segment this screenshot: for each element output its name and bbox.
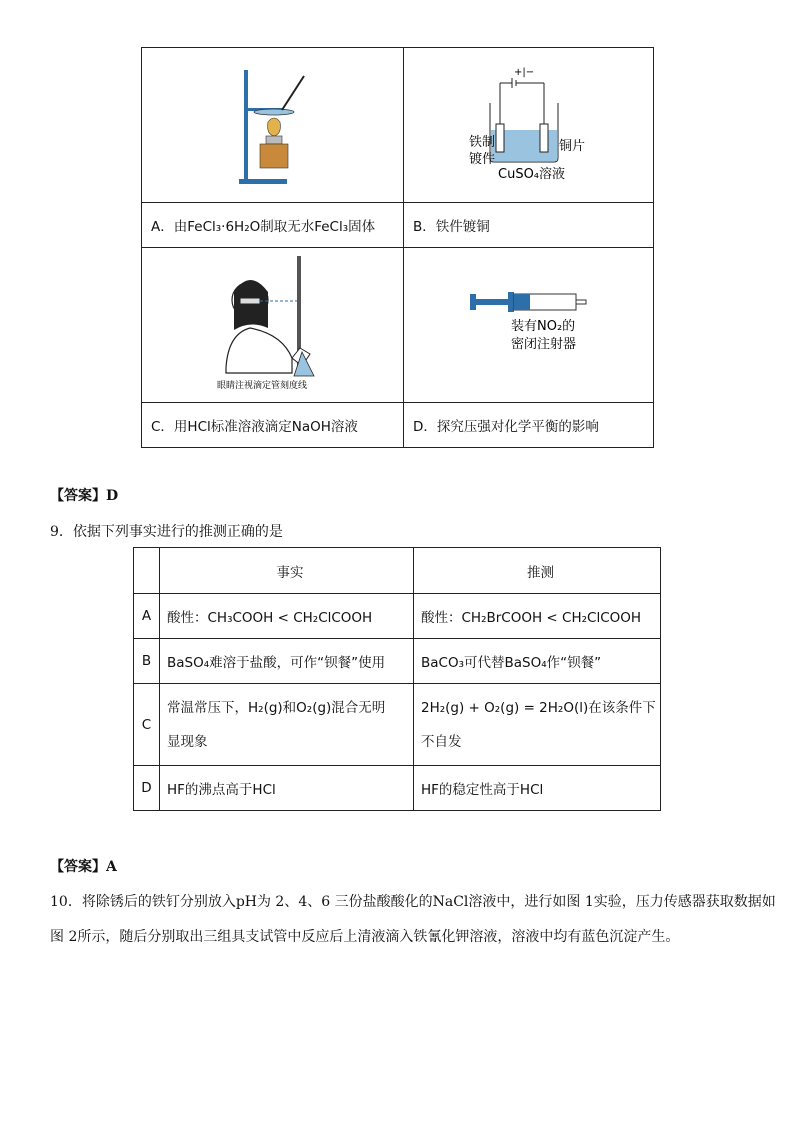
header-blank bbox=[134, 548, 160, 594]
q8-options-table bbox=[141, 47, 654, 448]
syringe-label-2: 密闭注射器 bbox=[511, 337, 577, 352]
option-b-figure bbox=[404, 48, 654, 203]
answer-value: A bbox=[106, 859, 117, 875]
option-d-figure bbox=[404, 248, 654, 403]
row-b-label: B bbox=[134, 639, 160, 684]
row-c-fact-line1: 常温常压下，H₂(g)和O₂(g)混合无明 bbox=[167, 699, 386, 716]
evaporation-apparatus-icon bbox=[142, 48, 403, 198]
row-d-label: D bbox=[134, 766, 160, 811]
q8-answer bbox=[50, 485, 118, 505]
answer-label: 【答案】 bbox=[50, 859, 106, 875]
q9-table bbox=[133, 547, 661, 811]
option-a-figure bbox=[142, 48, 404, 203]
titration-note: 眼睛注视滴定管刻度线 bbox=[217, 381, 308, 391]
iron-part-label: 铁制 bbox=[469, 135, 496, 150]
option-a-caption: A．由FeCl₃·6H₂O制取无水FeCl₃固体 bbox=[142, 203, 404, 248]
row-c-inference-line1: 2H₂(g) + O₂(g) = 2H₂O(l)在该条件下 bbox=[421, 699, 656, 716]
row-d-fact: HF的沸点高于HCl bbox=[160, 766, 414, 811]
row-a-inference: 酸性：CH₂BrCOOH < CH₂ClCOOH bbox=[414, 594, 661, 639]
iron-part-label-2: 镀件 bbox=[469, 152, 496, 167]
row-b-fact: BaSO₄难溶于盐酸，可作“钡餐”使用 bbox=[160, 639, 414, 684]
option-c-figure bbox=[142, 248, 404, 403]
row-c-fact-line2: 显现象 bbox=[167, 733, 208, 750]
row-b-inference: BaCO₃可代替BaSO₄作“钡餐” bbox=[414, 639, 661, 684]
battery-sign-label: +|− bbox=[514, 67, 535, 78]
syringe-label-1: 装有NO₂的 bbox=[511, 319, 576, 334]
q10-line2: 图 2所示，随后分别取出三组具支试管中反应后上清液滴入铁氰化钾溶液，溶液中均有蓝色沉淀产生。 bbox=[50, 929, 680, 945]
row-c-inference bbox=[414, 684, 661, 766]
q9-answer bbox=[50, 856, 117, 876]
header-inference: 推测 bbox=[414, 548, 661, 594]
syringe-icon bbox=[404, 248, 653, 398]
option-d-caption: D．探究压强对化学平衡的影响 bbox=[404, 403, 654, 448]
titration-icon bbox=[142, 248, 403, 398]
row-c-inference-line2: 不自发 bbox=[421, 733, 462, 750]
row-a-label: A bbox=[134, 594, 160, 639]
electrolyte-label: CuSO₄溶液 bbox=[498, 167, 566, 182]
row-a-fact: 酸性：CH₃COOH < CH₂ClCOOH bbox=[160, 594, 414, 639]
option-b-caption: B．铁件镀铜 bbox=[404, 203, 654, 248]
q10-line1: 10．将除锈后的铁钉分别放入pH为 2、4、6 三份盐酸酸化的NaCl溶液中，进行如图 1实验，压力传感器获取数据如 bbox=[50, 894, 776, 910]
answer-value: D bbox=[106, 488, 119, 504]
row-c-fact bbox=[160, 684, 414, 766]
row-d-inference: HF的稳定性高于HCl bbox=[414, 766, 661, 811]
q9-stem: 9．依据下列事实进行的推测正确的是 bbox=[50, 524, 283, 540]
row-c-label: C bbox=[134, 684, 160, 766]
answer-label: 【答案】 bbox=[50, 488, 106, 504]
option-c-caption: C．用HCl标准溶液滴定NaOH溶液 bbox=[142, 403, 404, 448]
electroplating-cell-icon bbox=[404, 48, 653, 198]
copper-sheet-label: 铜片 bbox=[559, 139, 586, 154]
header-fact: 事实 bbox=[160, 548, 414, 594]
